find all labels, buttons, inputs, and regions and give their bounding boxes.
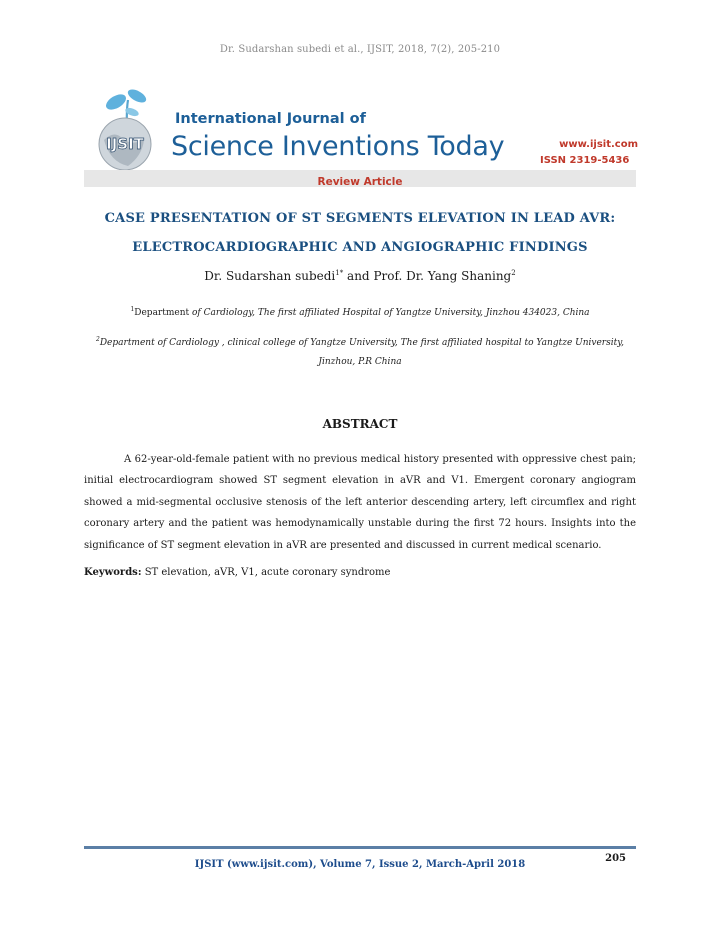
affiliation-2-city-text: Jinzhou, P.R China	[318, 357, 402, 367]
article-title-line1: CASE PRESENTATION OF ST SEGMENTS ELEVATION IN LEAD AVR:	[104, 211, 616, 226]
affiliation-2-text: Department of Cardiology , clinical college of Yangtze University, The first affiliated hospital to Yangtze University,	[99, 338, 624, 348]
affiliation-1-num: 1	[130, 306, 135, 313]
affiliation-1-lead: Department	[134, 308, 192, 318]
author-line	[0, 269, 720, 283]
affiliation-1-text: of Cardiology, The first affiliated Hospital of Yangtze University, Jinzhou 434023, China	[192, 308, 590, 318]
page-number: 205	[605, 853, 626, 864]
affiliation-2	[84, 336, 636, 348]
author-1-sup: 1*	[335, 269, 344, 277]
journal-logo	[92, 82, 162, 174]
keywords	[84, 567, 390, 578]
article-title-line2: ELECTROCARDIOGRAPHIC AND ANGIOGRAPHIC FINDINGS	[132, 240, 588, 255]
abstract-body: A 62-year-old-female patient with no previous medical history presented with oppressive chest pain; initial electrocardiogram showed ST segment elevation in aVR and V1. Emergent coronary angiogram showed a mid-segmental occlusive stenosis of the left anterior descending artery, left circumflex and right coronary artery and the patient was hemodynamically unstable during the first 72 hours. Insights into the significance of ST segment elevation in aVR are presented and discussed in current medical scenario.	[84, 454, 636, 551]
keywords-label: Keywords:	[84, 567, 142, 578]
keywords-text: ST elevation, aVR, V1, acute coronary syndrome	[141, 567, 391, 578]
footer-rule	[84, 846, 636, 849]
journal-name-line1: International Journal of	[175, 111, 366, 127]
article-type-bar	[84, 170, 636, 187]
author-1: Dr. Sudarshan subedi	[204, 269, 336, 283]
affiliation-2-num: 2	[96, 336, 100, 343]
abstract-heading: ABSTRACT	[322, 417, 398, 431]
running-header: Dr. Sudarshan subedi et al., IJSIT, 2018, 7(2), 205-210	[219, 44, 501, 55]
svg-text:IJSIT: IJSIT	[106, 135, 144, 153]
footer-citation: IJSIT (www.ijsit.com), Volume 7, Issue 2, March-April 2018	[194, 859, 526, 870]
journal-name-line2: Science Inventions Today	[171, 131, 505, 162]
author-2-sup: 2	[511, 269, 516, 277]
author-connector: and	[343, 269, 374, 283]
sprout-leaf-left	[103, 91, 128, 112]
article-type: Review Article	[317, 176, 403, 188]
affiliation-2-city	[84, 357, 636, 367]
journal-website[interactable]: www.ijsit.com	[559, 139, 638, 150]
sprout-leaf-right	[126, 87, 148, 105]
affiliation-1	[84, 306, 636, 318]
journal-issn: ISSN 2319-5436	[540, 155, 630, 166]
author-2: Prof. Dr. Yang Shaning	[373, 269, 512, 283]
